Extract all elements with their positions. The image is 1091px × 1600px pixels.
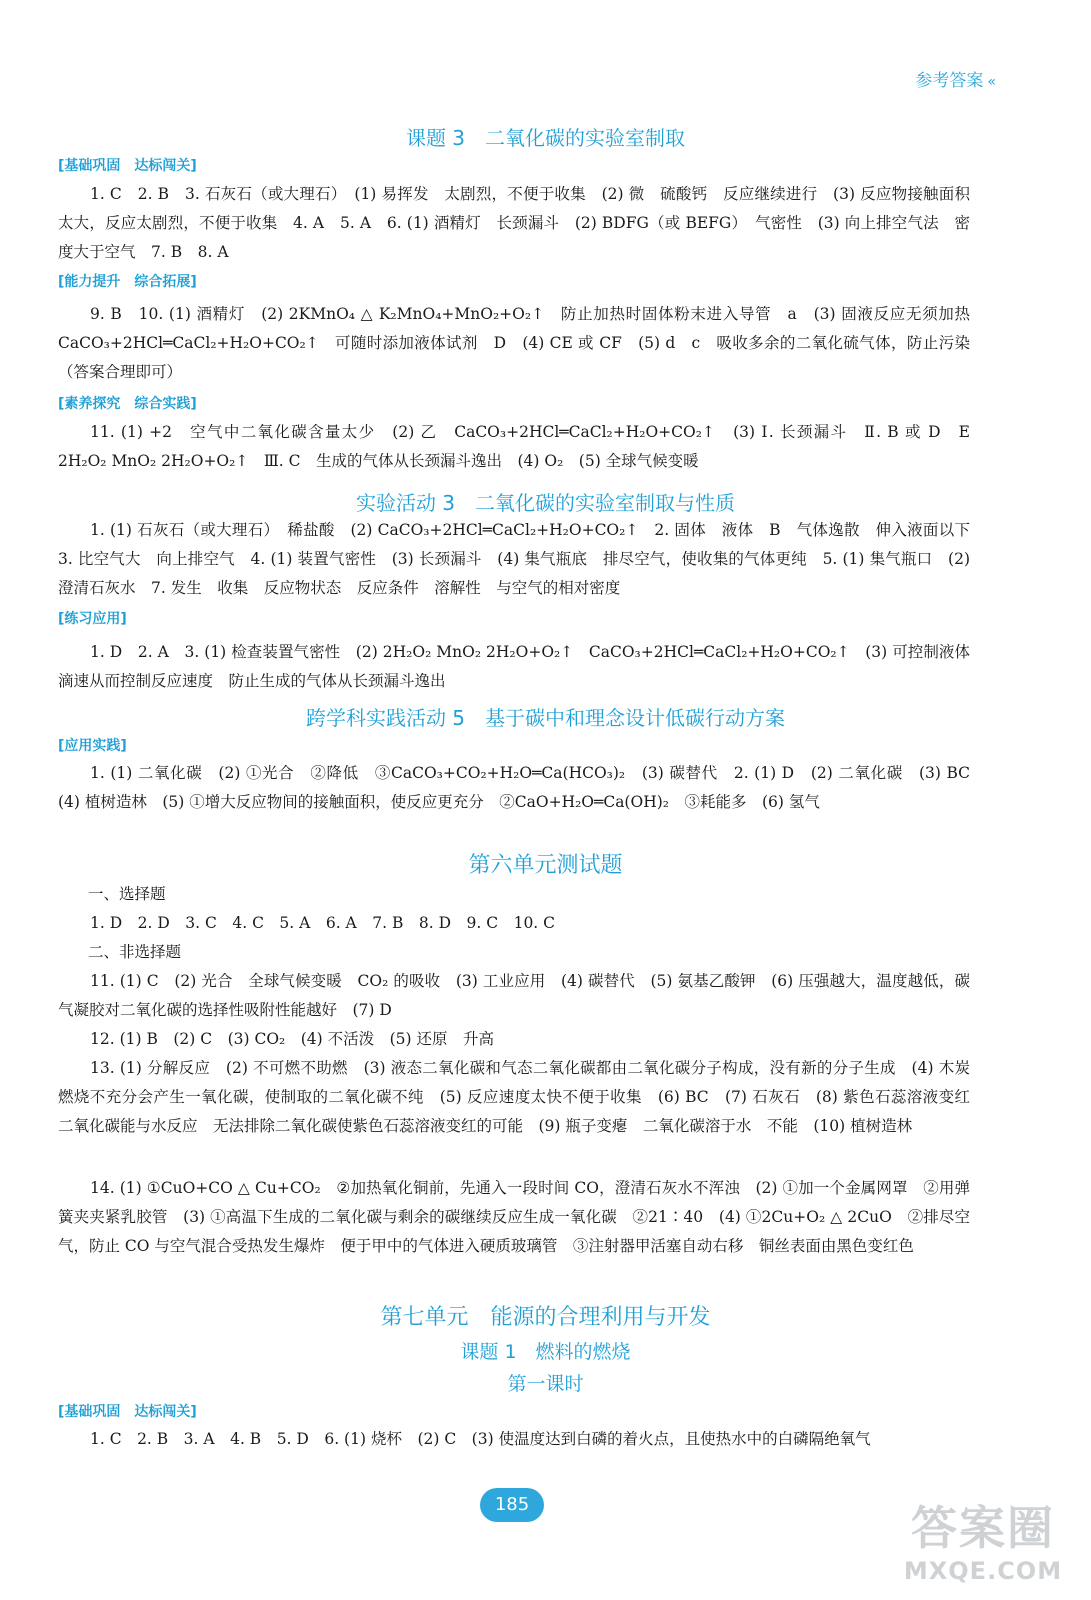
answer-paragraph: 9. B 10. (1) 酒精灯 (2) 2KMnO₄ △ K₂MnO₄+MnO₂+O₂↑ 防止加热时固体粉末进入导管 a (3) 固液反应无须加热 CaCO₃+2HCl═CaCl₂+H₂O+CO₂↑ 可随时添加液体试剂 D (4) CE 或 CF (5) d c 吸收多余的二氧化硫气体，防止污染（答案合理即可）: [58, 305, 986, 381]
page-number: 185: [480, 1488, 544, 1522]
section-tag: [能力提升 综合拓展]: [58, 274, 197, 290]
answer-paragraph: 12. (1) B (2) C (3) CO₂ (4) 不活泼 (5) 还原 升高: [90, 1030, 495, 1048]
section-title: 跨学科实践活动 5 基于碳中和理念设计低碳行动方案: [305, 706, 786, 730]
answer-paragraph: 11. (1) C (2) 光合 全球气候变暖 CO₂ 的吸收 (3) 工业应用 (4) 碳替代 (5) 氨基乙酸钾 (6) 压强越大，温度越低，碳气凝胶对二氧化碳的选择性吸附性能越好 (7) D: [58, 972, 970, 1019]
answer-paragraph: 11. (1) +2 空气中二氧化碳含量太少 (2) 乙 CaCO₃+2HCl═CaCl₂+H₂O+CO₂↑ (3) Ⅰ. 长颈漏斗 Ⅱ. B 或 D E 2H₂O₂ MnO₂ 2H₂O+O₂↑ Ⅲ. C 生成的气体从长颈漏斗逸出 (4) O₂ (5) 全球气候变暖: [58, 423, 986, 470]
watermark-text: 答案圈: [911, 1501, 1055, 1555]
section-tag: [基础巩固 达标闯关]: [58, 1404, 197, 1420]
unit-title: 第七单元 能源的合理利用与开发: [380, 1305, 711, 1330]
unit-test-title: 第六单元测试题: [468, 853, 623, 878]
section-tag: [基础巩固 达标闯关]: [58, 158, 197, 174]
chevron-left-icon: «: [987, 74, 996, 90]
section-tag: [素养探究 综合实践]: [58, 396, 197, 412]
subsection-heading: 一、选择题: [88, 885, 166, 903]
section-title: 课题 3 二氧化碳的实验室制取: [405, 126, 686, 150]
answer-paragraph: 1. C 2. B 3. 石灰石（或大理石） (1) 易挥发 太剧烈，不便于收集 (2) 微 硫酸钙 反应继续进行 (3) 反应物接触面积太大，反应太剧烈，不便于收集 4. A 5. A 6. (1) 酒精灯 长颈漏斗 (2) BDFG（或 BEFG） 气密性 (3) 向上排空气法 密度大于空气 7. B 8. A: [58, 185, 970, 261]
answer-paragraph: 1. (1) 石灰石（或大理石） 稀盐酸 (2) CaCO₃+2HCl═CaCl₂+H₂O+CO₂↑ 2. 固体 液体 B 气体逸散 伸入液面以下 3. 比空气大 向上排空气 4. (1) 装置气密性 (3) 长颈漏斗 (4) 集气瓶底 排尽空气，使收集的气体更纯 5. (1) 集气瓶口 (2) 澄清石灰水 7. 发生 收集 反应物状态 反应条件 溶解性 与空气的相对密度: [58, 521, 986, 597]
subsection-heading: 二、非选择题: [88, 943, 182, 961]
section-tag: [练习应用]: [58, 611, 127, 627]
answer-paragraph: 1. (1) 二氧化碳 (2) ①光合 ②降低 ③CaCO₃+CO₂+H₂O═Ca(HCO₃)₂ (3) 碳替代 2. (1) D (2) 二氧化碳 (3) BC (4) 植树造林 (5) ①增大反应物间的接触面积，使反应更充分 ②CaO+H₂O═Ca(OH)₂ ③耗能多 (6) 氢气: [58, 764, 986, 811]
answer-paragraph: 1. C 2. B 3. A 4. B 5. D 6. (1) 烧杯 (2) C (3) 使温度达到白磷的着火点，且使热水中的白磷隔绝氧气: [90, 1430, 871, 1448]
watermark-url: MXQE.COM: [903, 1557, 1063, 1585]
lesson-title: 课题 1 燃料的燃烧: [460, 1341, 631, 1363]
section-tag: [应用实践]: [58, 738, 127, 754]
period-title: 第一课时: [507, 1373, 584, 1395]
answer-paragraph: 1. D 2. A 3. (1) 检查装置气密性 (2) 2H₂O₂ MnO₂ 2H₂O+O₂↑ CaCO₃+2HCl═CaCl₂+H₂O+CO₂↑ (3) 可控制液体滴速从而控制反应速度 防止生成的气体从长颈漏斗逸出: [58, 643, 970, 690]
answer-paragraph: 13. (1) 分解反应 (2) 不可燃不助燃 (3) 液态二氧化碳和气态二氧化碳都由二氧化碳分子构成，没有新的分子生成 (4) 木炭燃烧不充分会产生一氧化碳，使制取的二氧化碳不纯 (5) 反应速度太快不便于收集 (6) BC (7) 石灰石 (8) 紫色石蕊溶液变红 二氧化碳能与水反应 无法排除二氧化碳使紫色石蕊溶液变红的可能 (9) 瓶子变瘪 二氧化碳溶于水 不能 (10) 植树造林: [58, 1059, 986, 1135]
answer-paragraph: 14. (1) ①CuO+CO △ Cu+CO₂ ②加热氧化铜前，先通入一段时间 CO，澄清石灰水不浑浊 (2) ①加一个金属网罩 ②用弹簧夹夹紧乳胶管 (3) ①高温下生成的二氧化碳与剩余的碳继续反应生成一氧化碳 ②21∶40 (4) ①2Cu+O₂ △ 2CuO ②排尽空气，防止 CO 与空气混合受热发生爆炸 便于甲中的气体进入硬质玻璃管 ③注射器甲活塞自动右移 铜丝表面由黑色变红色: [58, 1179, 970, 1255]
watermark-logo: [898, 1500, 1068, 1592]
section-title: 实验活动 3 二氧化碳的实验室制取与性质: [355, 491, 736, 515]
header-label: 参考答案 «: [915, 71, 996, 91]
answer-paragraph: 1. D 2. D 3. C 4. C 5. A 6. A 7. B 8. D 9. C 10. C: [90, 914, 556, 932]
